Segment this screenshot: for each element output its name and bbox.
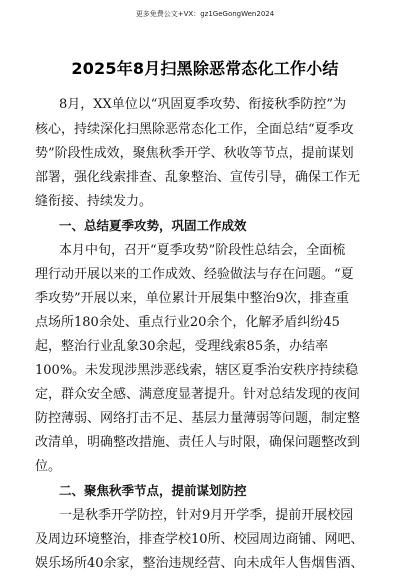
section-text: 定，群众安全感、满意度显著提升。针对总结发现的夜间	[35, 387, 361, 402]
section-text: 娱乐场所40余家，整治违规经营、向未成年人售烟售酒、	[35, 556, 364, 571]
intro-text: 部署，强化线索排查、乱象整治、宣传引导，确保工作无	[35, 170, 361, 185]
section-line	[0, 267, 410, 283]
intro-line	[0, 146, 410, 162]
section-line	[0, 459, 410, 475]
section-line	[0, 243, 376, 259]
intro-text: 势”阶段性成效，聚焦秋季开学、秋收等节点，提前谋划	[35, 146, 354, 161]
header-note: 更多免费公文+VX：gz1GeGongWen2024	[135, 10, 275, 18]
section-text: 理行动开展以来的工作成效、经验做法与存在问题。“夏	[35, 267, 354, 282]
section-text: 一是秋季开学防控，针对9月开学季，提前开展校园	[59, 508, 354, 523]
section-line	[0, 315, 410, 331]
section-line	[0, 411, 410, 427]
intro-line	[0, 97, 376, 113]
section-line	[0, 556, 410, 572]
section-text: 防控薄弱、网络打击不足、基层力量薄弱等问题，制定整	[35, 411, 361, 426]
section-line	[0, 508, 376, 524]
section-text: 100%。未发现涉黑涉恶线索，辖区夏季治安秩序持续稳	[35, 363, 359, 378]
intro-line	[0, 170, 410, 186]
document-title: 2025年8月扫黑除恶常态化工作小结	[71, 59, 339, 78]
intro-text: 8月，XX单位以“巩固夏季攻势、衔接秋季防控”为	[59, 97, 347, 112]
section-heading: 一、总结夏季攻势，巩固工作成效	[59, 218, 247, 233]
section-text: 季攻势”开展以来，单位累计开展集中整治9次，排查重	[35, 291, 349, 306]
section-heading: 二、聚焦秋季节点，提前谋划防控	[59, 483, 247, 498]
section-line	[0, 532, 410, 548]
section-text: 位。	[35, 459, 62, 474]
section-line	[0, 435, 410, 451]
section-line	[0, 291, 410, 307]
section-text: 起，整治行业乱象30余起，受理线索85条，办结率	[35, 339, 329, 354]
intro-line	[0, 122, 410, 138]
section-line	[0, 387, 410, 403]
section-text: 及周边环境整治，排查学校10所、校园周边商铺、网吧、	[35, 532, 364, 547]
intro-line	[0, 194, 410, 210]
section-text: 点场所180余处、重点行业20余个，化解矛盾纠纷45	[35, 315, 340, 330]
section-text: 本月中旬，召开“夏季攻势”阶段性总结会，全面梳	[59, 243, 346, 258]
section-text: 改清单，明确整改措施、责任人与时限，确保问题整改到	[35, 435, 361, 450]
intro-text: 核心，持续深化扫黑除恶常态化工作，全面总结“夏季攻	[35, 122, 354, 137]
intro-text: 缝衔接、持续发力。	[35, 194, 153, 209]
section-line	[0, 339, 410, 355]
section-line	[0, 363, 410, 379]
